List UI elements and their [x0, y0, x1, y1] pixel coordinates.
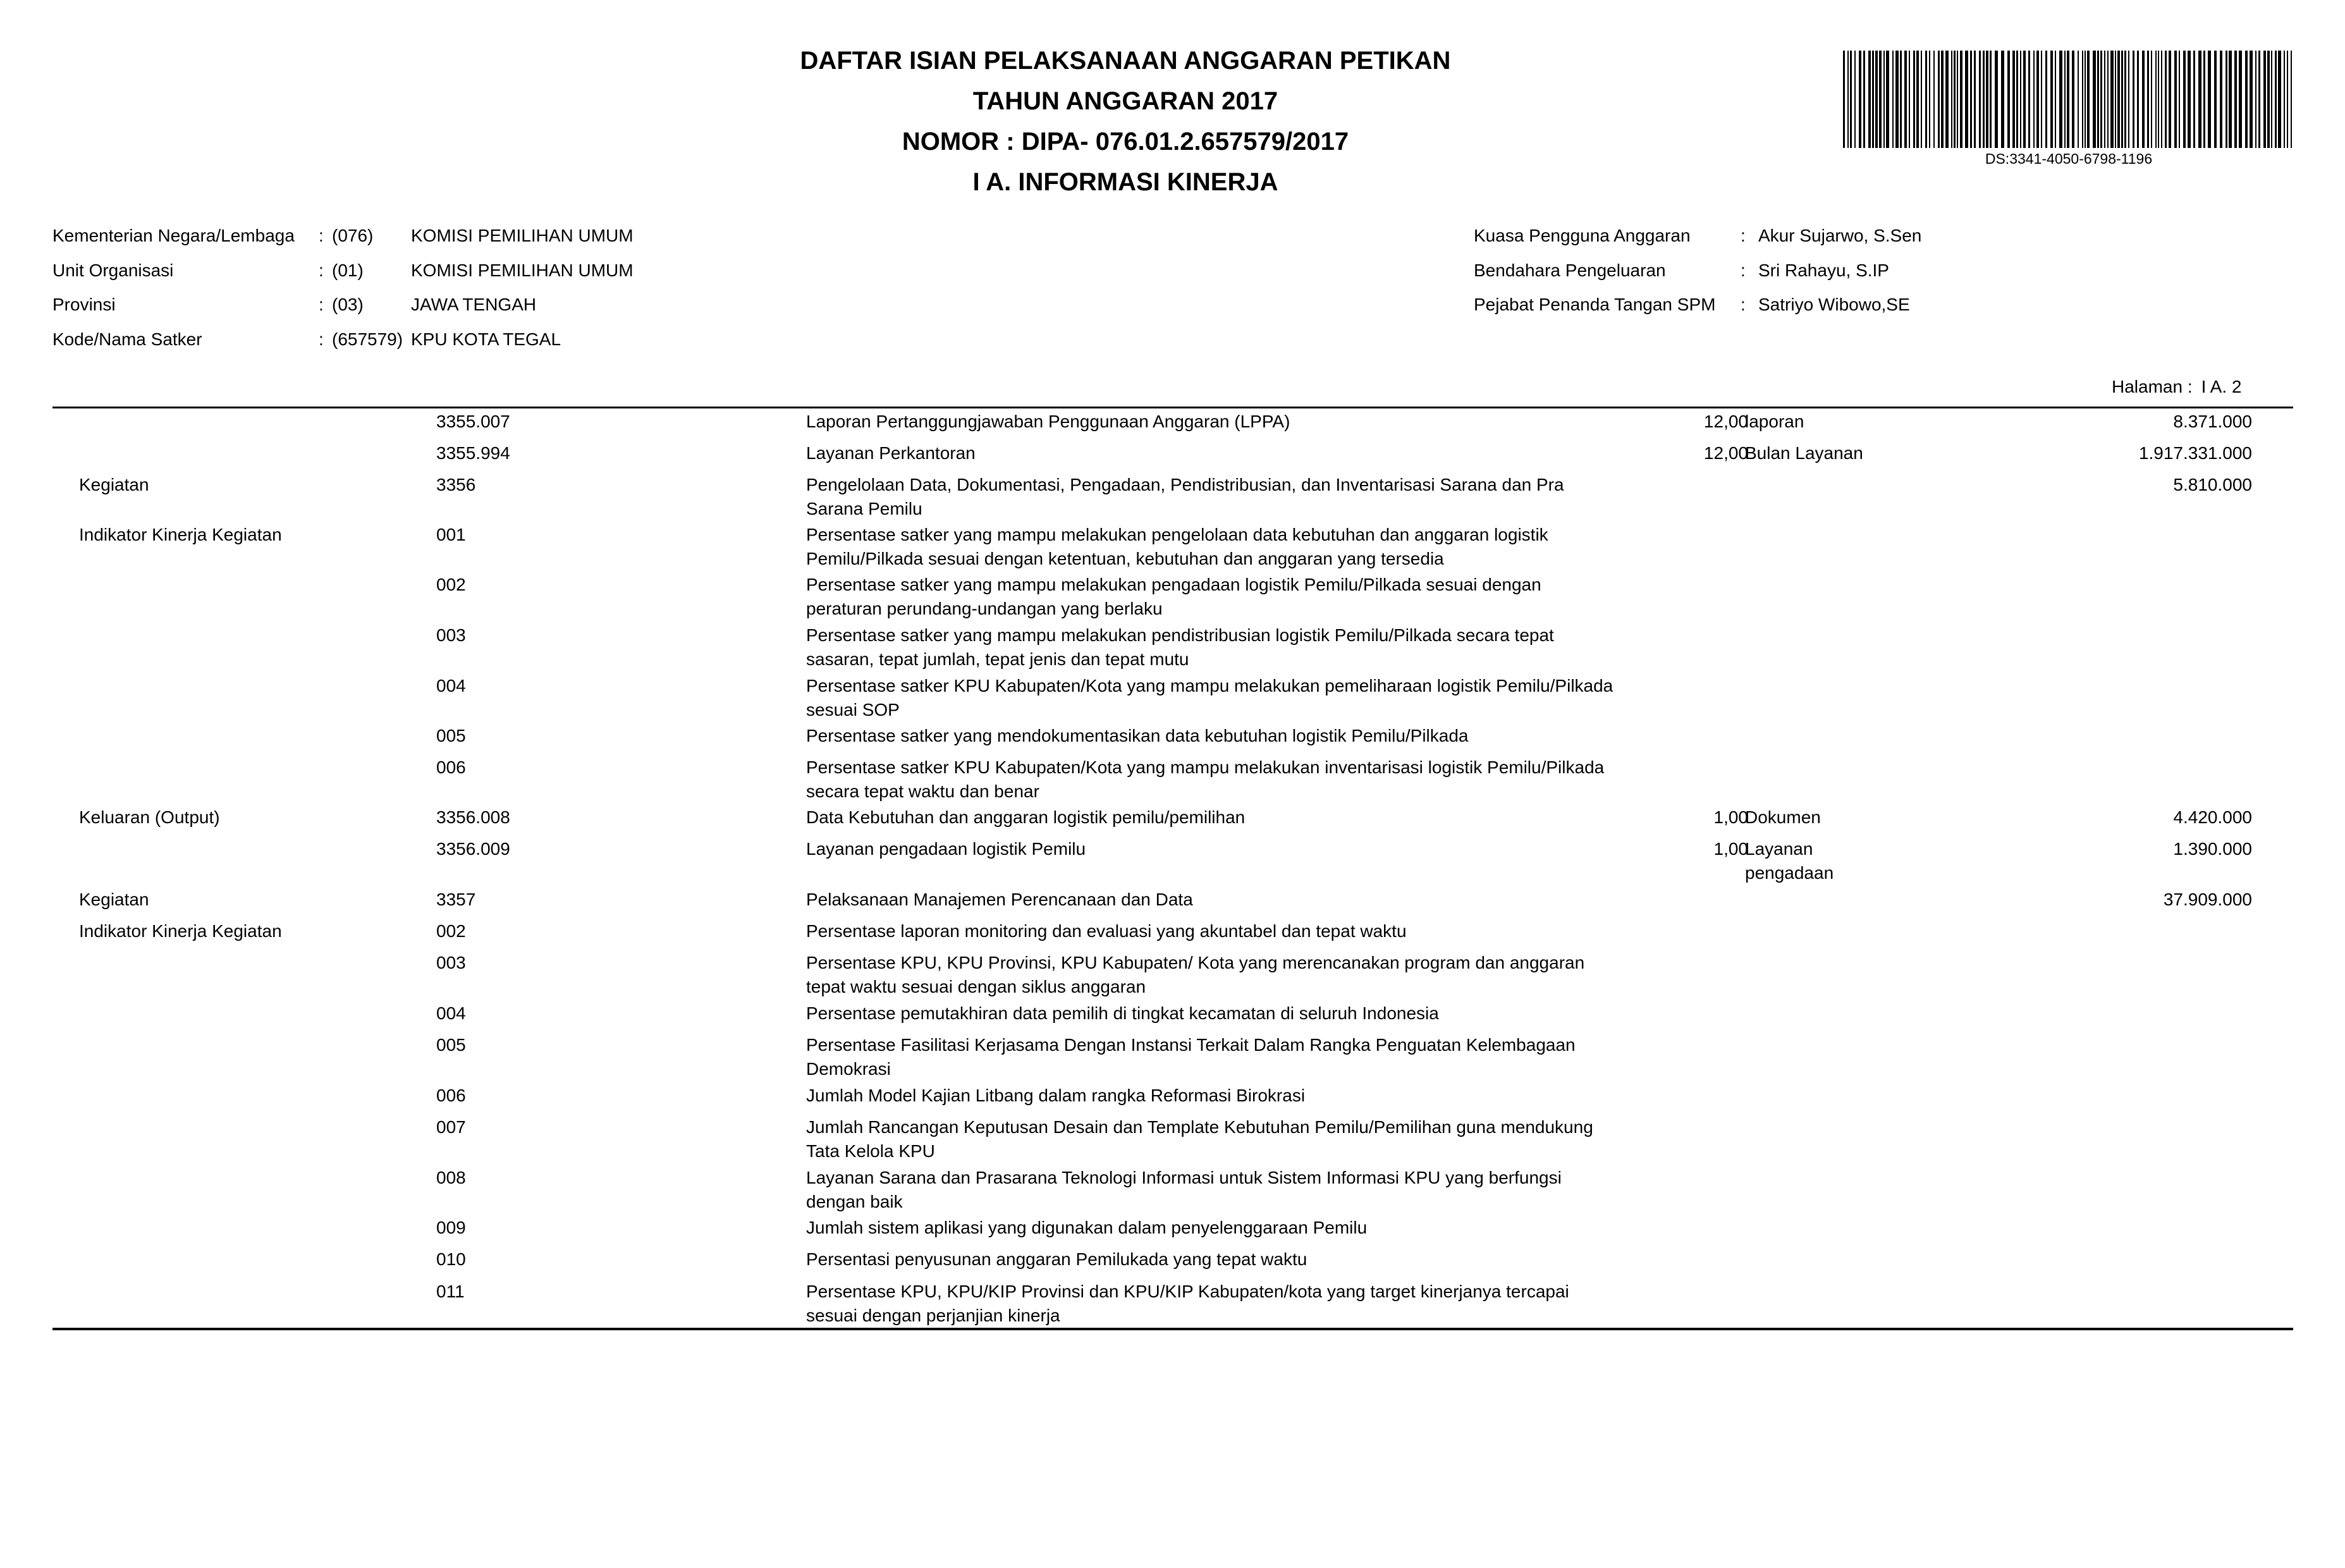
unit-code: (01) [332, 260, 364, 280]
unit-label: Unit Organisasi [52, 260, 174, 280]
row-code: 003 [436, 953, 466, 972]
row-category: Indikator Kinerja Kegiatan [79, 921, 282, 941]
budget-user-colon: : [1741, 226, 1746, 245]
row-code: 003 [436, 625, 466, 645]
table-bottom-rule [52, 1328, 2293, 1330]
row-unit: Bulan Layanan [1745, 443, 1863, 463]
row-volume: 1,00 [1713, 839, 1748, 859]
row-code: 3356.009 [436, 839, 510, 859]
row-code: 004 [436, 676, 466, 695]
treasurer-colon: : [1741, 260, 1746, 280]
row-category: Keluaran (Output) [79, 807, 220, 827]
row-code: 3356 [436, 475, 476, 494]
row-amount: 37.909.000 [2163, 890, 2252, 909]
row-description: Persentase KPU, KPU Provinsi, KPU Kabupaten/ Kota yang merencanakan program dan anggaran tepat waktu sesuai dengan siklus anggaran [806, 953, 1585, 996]
row-code: 002 [436, 575, 466, 594]
row-description: Layanan pengadaan logistik Pemilu [806, 839, 1086, 859]
satker-code: (657579) [332, 329, 403, 349]
row-code: 004 [436, 1003, 466, 1023]
row-description: Persentase satker yang mampu melakukan pengelolaan data kebutuhan dan anggaran logistik Pemilu/Pilkada sesuai dengan ketentuan, kebutuhan dan anggaran yang tersedia [806, 525, 1548, 568]
row-code: 009 [436, 1218, 466, 1237]
ministry-label: Kementerian Negara/Lembaga [52, 226, 295, 245]
row-category: Indikator Kinerja Kegiatan [79, 525, 282, 544]
row-code: 008 [436, 1168, 466, 1187]
ministry-colon: : [319, 226, 324, 245]
row-code: 3355.994 [436, 443, 510, 463]
row-volume: 1,00 [1713, 807, 1748, 827]
fiscal-year-title: TAHUN ANGGARAN 2017 [972, 87, 1278, 115]
province-label: Provinsi [52, 295, 116, 314]
document-title: DAFTAR ISIAN PELAKSANAAN ANGGARAN PETIKAN [800, 47, 1451, 75]
row-unit: Dokumen [1745, 807, 1821, 827]
budget-user-label: Kuasa Pengguna Anggaran [1474, 226, 1691, 245]
ministry-code: (076) [332, 226, 374, 245]
row-amount: 1.917.331.000 [2138, 443, 2252, 463]
row-code: 011 [436, 1282, 465, 1301]
page-number-value: I A. 2 [2201, 377, 2242, 396]
row-category: Kegiatan [79, 475, 149, 494]
row-description: Data Kebutuhan dan anggaran logistik pemilu/pemilihan [806, 807, 1246, 827]
row-code: 3356.008 [436, 807, 510, 827]
barcode-icon [1843, 51, 2294, 148]
row-code: 005 [436, 1035, 466, 1055]
row-amount: 4.420.000 [2173, 807, 2252, 827]
row-description: Persentase pemutakhiran data pemilih di tingkat kecamatan di seluruh Indonesia [806, 1003, 1439, 1023]
row-description: Persentase satker yang mampu melakukan pendistribusian logistik Pemilu/Pilkada secara tepat sasaran, tepat jumlah, tepat jenis dan tepat mutu [806, 625, 1554, 669]
province-colon: : [319, 295, 324, 314]
treasurer-value: Sri Rahayu, S.IP [1758, 260, 1889, 280]
budget-user-value: Akur Sujarwo, S.Sen [1758, 226, 1922, 245]
page-number [2112, 377, 2241, 397]
page-number-label: Halaman : [2112, 377, 2193, 396]
row-amount: 5.810.000 [2173, 475, 2252, 494]
row-code: 3355.007 [436, 412, 510, 431]
row-description: Persentase satker KPU Kabupaten/Kota yang mampu melakukan inventarisasi logistik Pemilu/Pilkada secara tepat waktu dan benar [806, 757, 1605, 801]
title-block [632, 40, 1619, 202]
row-description: Layanan Perkantoran [806, 443, 976, 463]
document-number: NOMOR : DIPA- 076.01.2.657579/2017 [902, 128, 1349, 156]
province-code: (03) [332, 295, 364, 314]
row-code: 010 [436, 1249, 466, 1269]
row-description: Persentase Fasilitasi Kerjasama Dengan Instansi Terkait Dalam Rangka Penguatan Kelembagaan Demokrasi [806, 1035, 1576, 1079]
spm-signer-colon: : [1741, 295, 1746, 314]
row-code: 005 [436, 726, 466, 745]
row-description: Layanan Sarana dan Prasarana Teknologi Informasi untuk Sistem Informasi KPU yang berfungsi dengan baik [806, 1168, 1562, 1211]
row-description: Laporan Pertanggungjawaban Penggunaan Anggaran (LPPA) [806, 412, 1290, 431]
row-description: Persentase laporan monitoring dan evaluasi yang akuntabel dan tepat waktu [806, 921, 1407, 941]
barcode-number: DS:3341-4050-6798-1196 [1985, 150, 2153, 167]
row-description: Pengelolaan Data, Dokumentasi, Pengadaan, Pendistribusian, dan Inventarisasi Sarana dan Pra Sarana Pemilu [806, 475, 1564, 518]
row-amount: 8.371.000 [2173, 412, 2252, 431]
row-amount: 1.390.000 [2173, 839, 2252, 859]
row-description: Jumlah sistem aplikasi yang digunakan dalam penyelenggaraan Pemilu [806, 1218, 1368, 1237]
row-code: 007 [436, 1117, 466, 1137]
spm-signer-label: Pejabat Penanda Tangan SPM [1474, 295, 1716, 314]
row-description: Jumlah Model Kajian Litbang dalam rangka Reformasi Birokrasi [806, 1086, 1306, 1105]
row-description: Pelaksanaan Manajemen Perencanaan dan Data [806, 890, 1193, 909]
row-description: Persentase satker yang mendokumentasikan data kebutuhan logistik Pemilu/Pilkada [806, 726, 1469, 745]
section-title: I A. INFORMASI KINERJA [972, 168, 1278, 196]
treasurer-label: Bendahara Pengeluaran [1474, 260, 1666, 280]
province-value: JAWA TENGAH [411, 295, 537, 314]
spm-signer-value: Satriyo Wibowo,SE [1758, 295, 1910, 314]
row-code: 006 [436, 757, 466, 777]
row-code: 001 [436, 525, 466, 544]
row-description: Persentase KPU, KPU/KIP Provinsi dan KPU/KIP Kabupaten/kota yang target kinerjanya tercapai sesuai dengan perjanjian kinerja [806, 1282, 1569, 1325]
row-category: Kegiatan [79, 890, 149, 909]
row-unit: Layanan pengadaan [1745, 839, 1834, 883]
row-description: Persentase satker KPU Kabupaten/Kota yang mampu melakukan pemeliharaan logistik Pemilu/Pilkada sesuai SOP [806, 676, 1613, 720]
ministry-value: KOMISI PEMILIHAN UMUM [411, 226, 634, 245]
satker-label: Kode/Nama Satker [52, 329, 202, 349]
unit-colon: : [319, 260, 324, 280]
row-description: Persentase satker yang mampu melakukan pengadaan logistik Pemilu/Pilkada sesuai dengan peraturan perundang-undangan yang berlaku [806, 575, 1541, 618]
row-code: 006 [436, 1086, 466, 1105]
row-unit: laporan [1745, 412, 1804, 431]
row-code: 3357 [436, 890, 476, 909]
row-volume: 12,00 [1703, 412, 1748, 431]
satker-value: KPU KOTA TEGAL [411, 329, 561, 349]
unit-value: KOMISI PEMILIHAN UMUM [411, 260, 634, 280]
row-description: Persentasi penyusunan anggaran Pemilukada yang tepat waktu [806, 1249, 1307, 1269]
row-code: 002 [436, 921, 466, 941]
row-description: Jumlah Rancangan Keputusan Desain dan Template Kebutuhan Pemilu/Pemilihan guna mendukung Tata Kelola KPU [806, 1117, 1593, 1161]
satker-colon: : [319, 329, 324, 349]
row-volume: 12,00 [1703, 443, 1748, 463]
table-top-rule [52, 407, 2293, 408]
